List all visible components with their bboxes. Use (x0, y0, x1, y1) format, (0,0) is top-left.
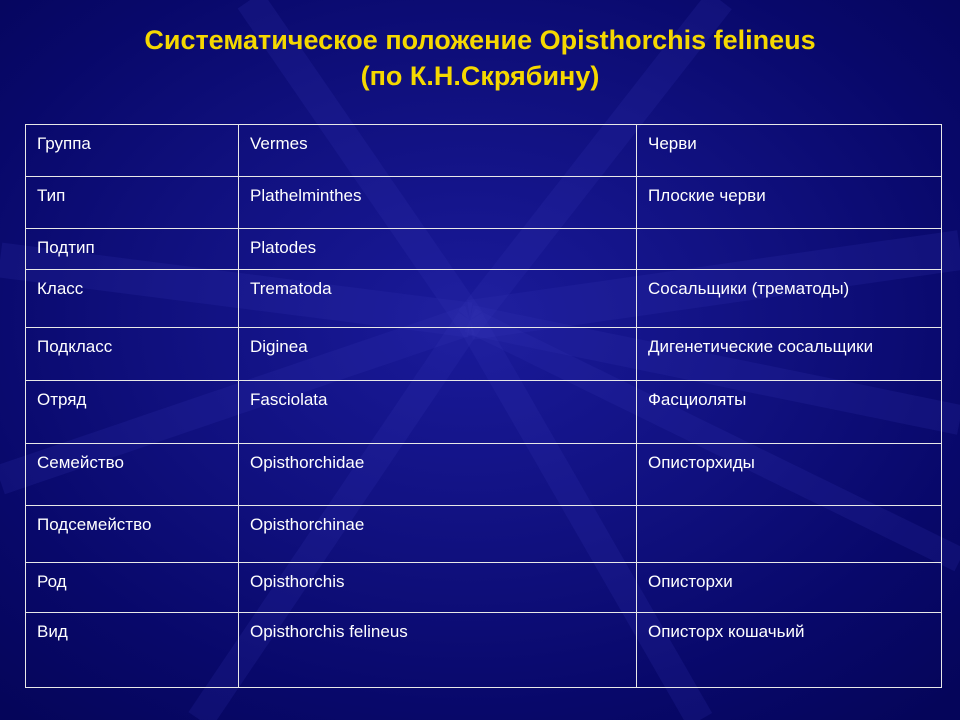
rank-cell: Подтип (26, 229, 239, 270)
table-row (26, 125, 942, 177)
russian-name-cell: Фасциоляты (637, 381, 942, 444)
latin-name-cell: Plathelminthes (239, 177, 637, 229)
table-row (26, 381, 942, 444)
rank-cell: Вид (26, 613, 239, 688)
table-row (26, 444, 942, 506)
rank-cell: Род (26, 563, 239, 613)
title-line-2: (по К.Н.Скрябину) (360, 61, 600, 91)
table-row (26, 270, 942, 328)
table-row (26, 506, 942, 563)
latin-name-cell: Opisthorchis (239, 563, 637, 613)
latin-name-cell: Trematoda (239, 270, 637, 328)
russian-name-cell: Сосальщики (трематоды) (637, 270, 942, 328)
rank-cell: Класс (26, 270, 239, 328)
russian-name-cell (637, 229, 942, 270)
russian-name-cell: Описторхиды (637, 444, 942, 506)
latin-name-cell: Opisthorchinae (239, 506, 637, 563)
rank-cell: Подсемейство (26, 506, 239, 563)
rank-cell: Подкласс (26, 328, 239, 381)
table-row (26, 563, 942, 613)
rank-cell: Тип (26, 177, 239, 229)
latin-name-cell: Opisthorchidae (239, 444, 637, 506)
title-line-1: Систематическое положение Opisthorchis felineus (144, 25, 816, 55)
latin-name-cell: Platodes (239, 229, 637, 270)
russian-name-cell: Дигенетические сосальщики (637, 328, 942, 381)
latin-name-cell: Opisthorchis felineus (239, 613, 637, 688)
latin-name-cell: Fasciolata (239, 381, 637, 444)
table-row (26, 177, 942, 229)
rank-cell: Отряд (26, 381, 239, 444)
russian-name-cell: Описторхи (637, 563, 942, 613)
table-row (26, 328, 942, 381)
latin-name-cell: Vermes (239, 125, 637, 177)
table-row (26, 613, 942, 688)
rank-cell: Семейство (26, 444, 239, 506)
latin-name-cell: Diginea (239, 328, 637, 381)
slide-title (0, 22, 960, 94)
rank-cell: Группа (26, 125, 239, 177)
taxonomy-table (25, 124, 942, 688)
russian-name-cell (637, 506, 942, 563)
russian-name-cell: Описторх кошачьий (637, 613, 942, 688)
russian-name-cell: Плоские черви (637, 177, 942, 229)
table-row (26, 229, 942, 270)
russian-name-cell: Черви (637, 125, 942, 177)
